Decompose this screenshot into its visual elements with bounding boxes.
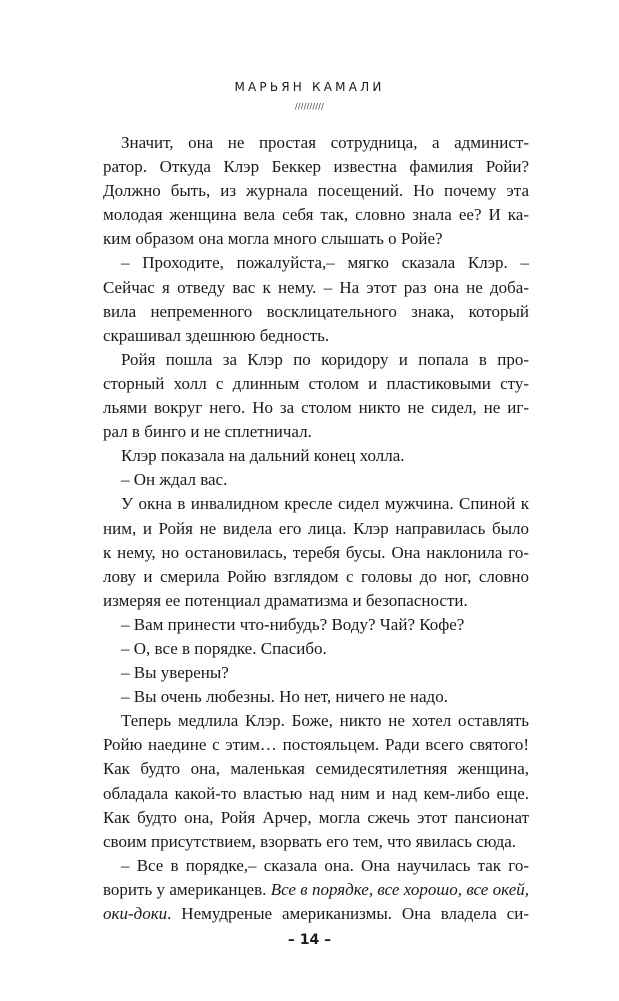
text-line: Значит, она не простая сотрудница, а админист- xyxy=(121,133,529,152)
text-line: обладала какой-то властью над ним и над кем-либо еще. xyxy=(103,783,529,803)
text-line: вила непременного восклицательного знака, который xyxy=(103,301,529,321)
header-ornament: ////////// xyxy=(295,102,324,111)
text-line: измеряя ее потенциал драматизма и безопасности. xyxy=(103,590,468,610)
text-line: льями вокруг него. Но за столом никто не сидел, не иг- xyxy=(103,398,529,418)
text-line: Ройя пошла за Клэр по коридору и попала в про- xyxy=(121,349,529,369)
text-line-mixed xyxy=(103,902,529,926)
text-line: Теперь медлила Клэр. Боже, никто не хотел оставлять xyxy=(121,711,529,731)
text-line: Клэр показала на дальний конец холла. xyxy=(121,446,405,466)
page-number: – 14 – xyxy=(287,932,332,948)
text-line: – Вам принести что-нибудь? Воду? Чай? Кофе? xyxy=(121,614,465,634)
text-line: Как будто она, Ройя Арчер, могла сжечь этот пансионат xyxy=(103,807,529,827)
text-line: – Все в порядке,– сказала она. Она научилась так го- xyxy=(121,855,529,875)
text-line-mixed xyxy=(103,878,529,902)
text-run: ворить у американцев. xyxy=(103,879,271,899)
text-line: скрашивал здешнюю бедность. xyxy=(103,325,330,345)
text-run: . Немудреные американизмы. Она владела си- xyxy=(167,904,529,923)
text-line: Должно быть, из журнала посещений. Но почему эта xyxy=(103,181,529,201)
text-line: сторный холл с длинным столом и пластиковыми сту- xyxy=(103,373,529,393)
italic-run: оки-доки xyxy=(103,904,168,923)
text-line: Сейчас я отведу вас к нему. – На этот раз она не доба- xyxy=(103,277,529,297)
text-line: Ройю наедине с этим… постояльцем. Ради всего святого! xyxy=(103,735,529,755)
text-line: к нему, но остановилась, теребя бусы. Она наклонила го- xyxy=(103,542,529,562)
text-line: рал в бинго и не сплетничал. xyxy=(103,422,312,442)
text-line: – Проходите, пожалуйста,– мягко сказала Клэр. – xyxy=(121,253,529,273)
text-line: – Вы уверены? xyxy=(121,663,229,683)
text-line: ким образом она могла много слышать о Ройе? xyxy=(103,229,443,249)
text-line: – Он ждал вас. xyxy=(121,470,228,490)
running-head: МАРЬЯН КАМАЛИ xyxy=(234,80,385,94)
text-line: ратор. Откуда Клэр Беккер известна фамилия Ройи? xyxy=(103,157,529,177)
text-line: молодая женщина вела себя так, словно знала ее? И ка- xyxy=(103,205,529,225)
text-line: Как будто она, маленькая семидесятилетняя женщина, xyxy=(103,759,529,779)
text-line: – Вы очень любезны. Но нет, ничего не надо. xyxy=(121,687,448,707)
italic-run: Все в порядке, все хорошо, все окей, xyxy=(270,879,529,899)
body-text xyxy=(103,131,529,926)
text-line: своим присутствием, взорвать его тем, что явилась сюда. xyxy=(103,831,517,851)
text-line: – О, все в порядке. Спасибо. xyxy=(121,638,327,658)
text-line: У окна в инвалидном кресле сидел мужчина. Спиной к xyxy=(121,494,529,514)
text-line: ним, и Ройя не видела его лица. Клэр направилась было xyxy=(103,518,529,538)
text-line: лову и смерила Ройю взглядом с головы до ног, словно xyxy=(103,566,529,586)
